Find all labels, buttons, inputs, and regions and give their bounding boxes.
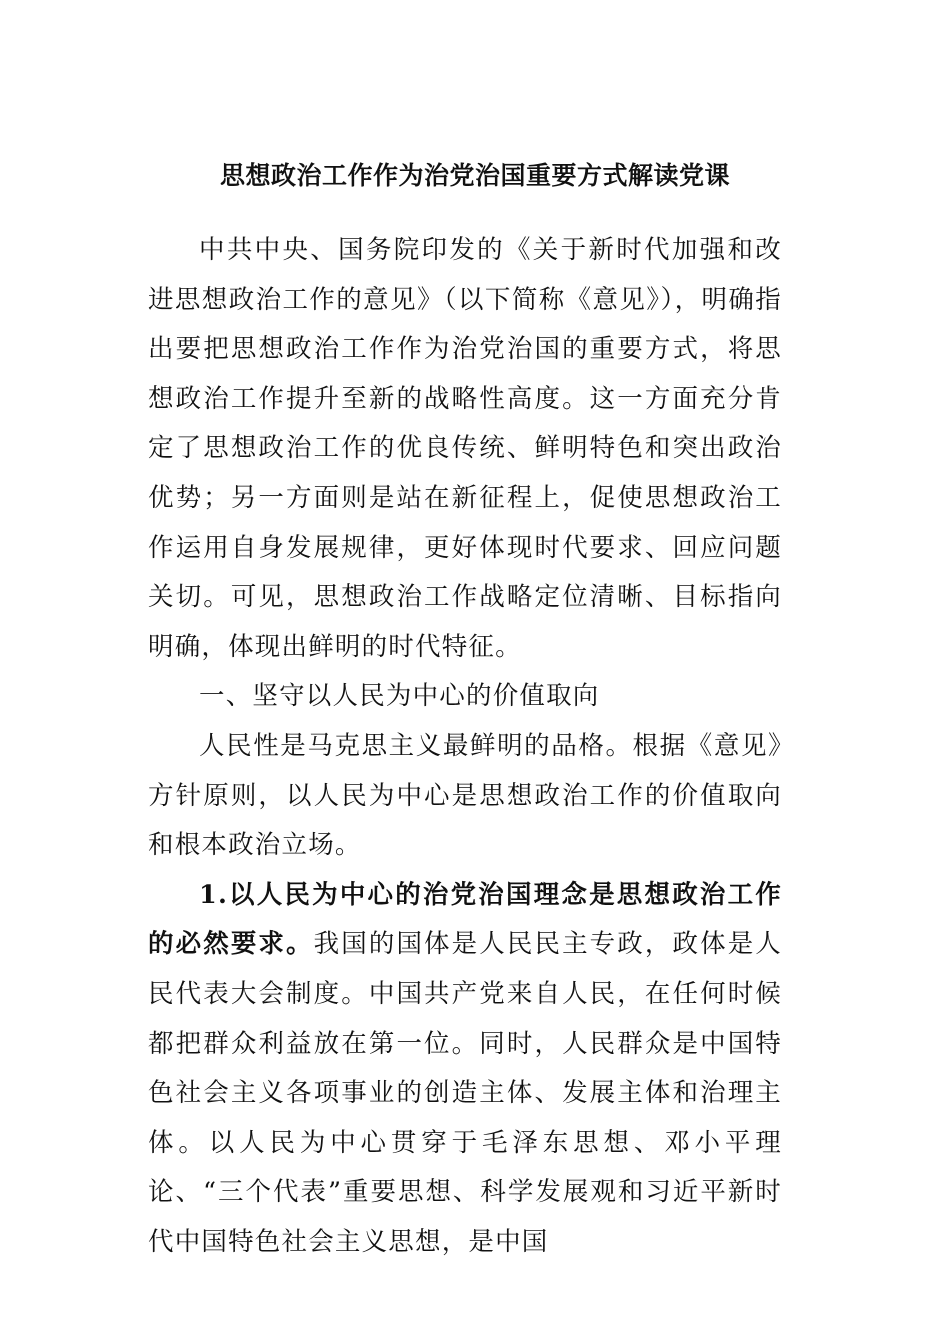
point-heading: 1.以人民为中心的治党治国理念是思想政治工作的必然要求。: [148, 879, 782, 960]
paragraph-text: 人民性是马克思主义最鲜明的品格。根据《意见》方针原则，以人民为中心是思想政治工作的价值取向和根本政治立场。: [148, 730, 782, 861]
section-heading-text: 一、坚守以人民为中心的价值取向: [199, 681, 600, 712]
paragraph-text: 我国的国体是人民民主专政，政体是人民代表大会制度。中国共产党来自人民，在任何时候都把群众利益放在第一位。同时，人民群众是中国特色社会主义各项事业的创造主体、发展主体和治理主体。以人民为中心贯穿于毛泽东思想、邓小平理论、“三个代表”重要思想、科学发展观和习近平新时代中国特色社会主义思想，是中国: [148, 929, 783, 1257]
document-title: 思想政治工作作为治党治国重要方式解读党课: [219, 161, 730, 190]
paragraph-intro: [148, 226, 782, 672]
paragraph-point-1: [148, 871, 782, 1268]
document-body: [148, 226, 782, 1267]
section-heading: [148, 672, 782, 722]
paragraph-people: [148, 722, 782, 871]
paragraph-text: 中共中央、国务院印发的《关于新时代加强和改进思想政治工作的意见》（以下简称《意见》），明确指出要把思想政治工作作为治党治国的重要方式，将思想政治工作提升至新的战略性高度。这一方面充分肯定了思想政治工作的优良传统、鲜明特色和突出政治优势；另一方面则是站在新征程上，促使思想政治工作运用自身发展规律，更好体现时代要求、回应问题关切。可见，思想政治工作战略定位清晰、目标指向明确，体现出鲜明的时代特征。: [148, 235, 782, 662]
